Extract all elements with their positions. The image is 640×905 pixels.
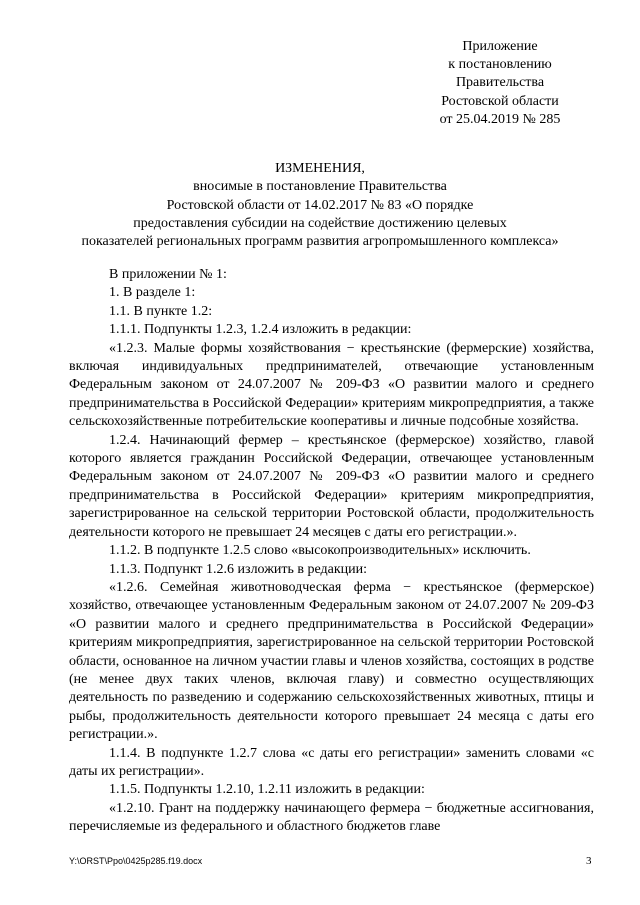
paragraph: 1.1.2. В подпункте 1.2.5 слово «высокопроизводительных» исключить. <box>109 543 531 559</box>
paragraph: 1.1.3. Подпункт 1.2.6 изложить в редакции: <box>109 561 368 577</box>
appendix-line: Ростовской области <box>441 93 559 109</box>
appendix-line: Правительства <box>455 75 545 91</box>
title-line: показателей региональных программ развития агропромышленного комплекса» <box>81 234 559 250</box>
paragraph: 1. В разделе 1: <box>109 285 196 301</box>
appendix-line: от 25.04.2019 № 285 <box>439 111 561 127</box>
paragraph: 1.2.4. Начинающий фермер – крестьянское (фермерское) хозяйство, главой которого является гражданин Российской Федерации, отвечающее установленным Федеральным законом от 24.07.2007 № 209-ФЗ «О развитии малого и среднего предпринимательства в Российской Федерации» критериям микропредприятия, зарегистрированное на сельской территории Ростовской области, продолжительность деятельности которого не превышает 24 месяцев с даты его регистрации.». <box>69 432 594 540</box>
appendix-block <box>400 38 600 129</box>
appendix-line: Приложение <box>462 39 538 54</box>
paragraph: «1.2.10. Грант на поддержку начинающего фермера − бюджетные ассигнования, перечисляемые из федерального и областного бюджетов главе <box>69 800 594 835</box>
title-heading: ИЗМЕНЕНИЯ, <box>275 161 365 176</box>
paragraph: «1.2.6. Семейная животноводческая ферма − крестьянское (фермерское) хозяйство, отвечающее установленным Федеральным законом от 24.07.2007 № 209-ФЗ «О развитии малого и среднего предпринимательства в Российской Федерации» критериям микропредприятия, зарегистрированное на сельской территории Ростовской области, основанное на личном участии главы и членов хозяйства, состоящих в родстве (не менее двух таких членов, включая главу) и совместно осуществляющих деятельность по разведению и содержанию сельскохозяйственных животных, птицы и рыбы, продолжительность деятельности которого превышает 24 месяца с даты его регистрации.». <box>69 579 594 743</box>
document-body <box>69 266 594 837</box>
paragraph: 1.1.4. В подпункте 1.2.7 слова «с даты его регистрации» заменить словами «с даты их регистрации». <box>69 745 594 779</box>
title-line: вносимые в постановление Правительства <box>193 179 447 195</box>
paragraph: 1.1.1. Подпункты 1.2.3, 1.2.4 изложить в редакции: <box>109 322 412 338</box>
appendix-line: к постановлению <box>448 57 552 73</box>
paragraph: «1.2.3. Малые формы хозяйствования − крестьянские (фермерские) хозяйства, включая индивидуальных предпринимателей, отвечающие установленным Федеральным законом от 24.07.2007 № 209-ФЗ «О развитии малого и среднего предпринимательства в Российской Федерации» критериям микропредприятия, а также сельскохозяйственные потребительские кооперативы и личные подсобные хозяйства. <box>69 340 594 430</box>
paragraph: В приложении № 1: <box>109 267 227 282</box>
document-title <box>40 160 600 251</box>
page-number: 3 <box>586 855 592 867</box>
paragraph: 1.1. В пункте 1.2: <box>109 303 213 319</box>
footer-file-path: Y:\ORST\Ppo\0425p285.f19.docx <box>69 856 203 866</box>
title-line: предоставления субсидии на содействие достижению целевых <box>133 215 507 231</box>
title-line: Ростовской области от 14.02.2017 № 83 «О порядке <box>166 197 474 213</box>
paragraph: 1.1.5. Подпункты 1.2.10, 1.2.11 изложить в редакции: <box>109 782 425 798</box>
